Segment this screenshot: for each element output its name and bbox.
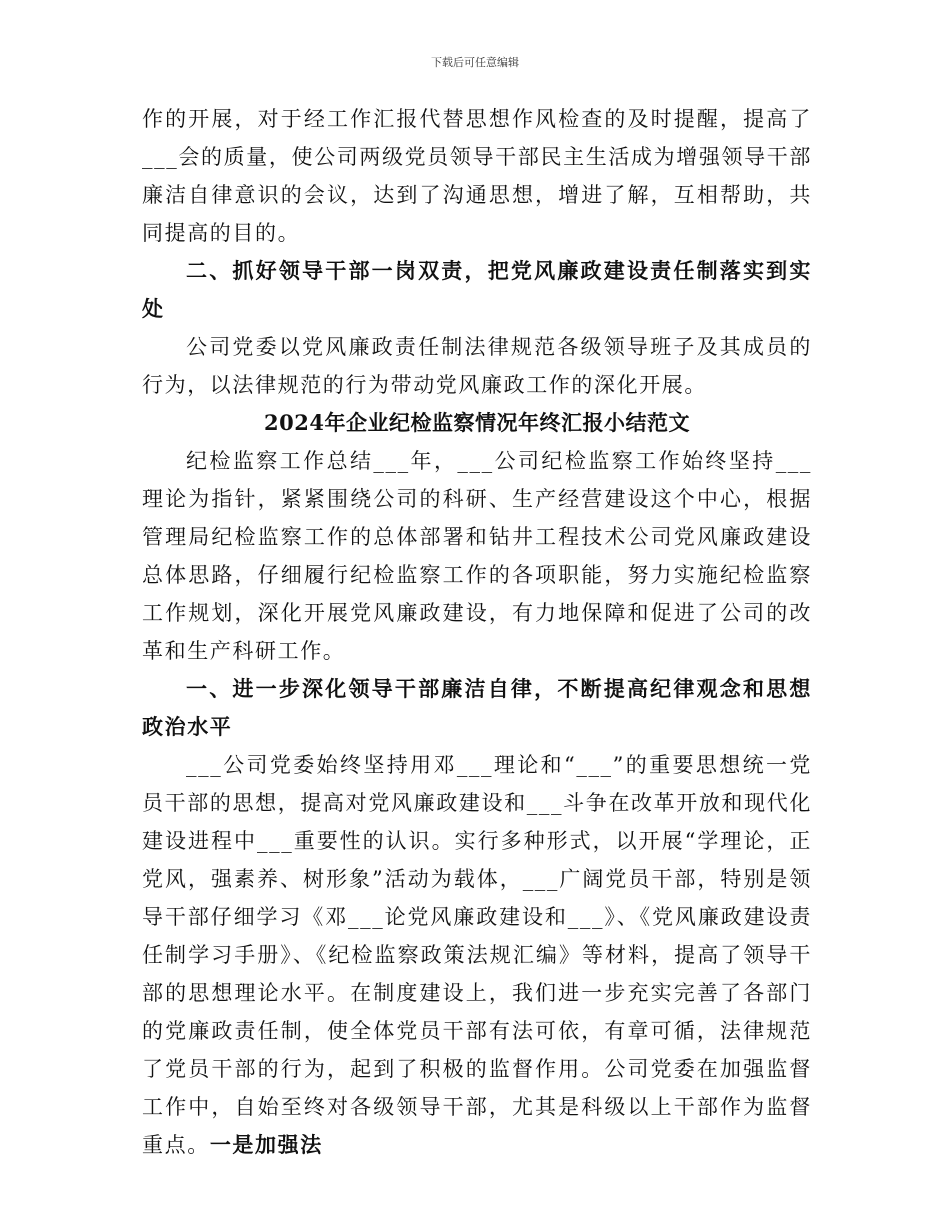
- document-body: [142, 100, 812, 1164]
- paragraph-responsibility: 公司党委以党风廉政责任制法律规范各级领导班子及其成员的行为，以法律规范的行为带动党风廉政工作的深化开展。: [142, 335, 812, 397]
- page-header-note: 下载后可任意编辑: [431, 56, 519, 69]
- paragraph-party-committee-text: ___公司党委始终坚持用邓___理论和“___”的重要思想统一党员干部的思想，提高对党风廉政建设和___斗争在改革开放和现代化建设进程中___重要性的认识。实行多种形式，以开展“学理论，正党风，强素养、树形象”活动为载体，___广阔党员干部，特别是领导干部仔细学习《邓___论党风廉政建设和___》、《党风廉政建设责任制学习手册》、《纪检监察政策法规汇编》等材料，提高了领导干部的思想理论水平。在制度建设上，我们进一步充实完善了各部门的党廉政责任制，使全体党员干部有法可依，有章可循，法律规范了党员干部的行为，起到了积极的监督作用。公司党委在加强监督工作中，自始至终对各级领导干部，尤其是科级以上干部作为监督重点。: [142, 753, 812, 1157]
- paragraph-summary: 纪检监察工作总结___年，___公司纪检监察工作始终坚持___理论为指针，紧紧围绕公司的科研、生产经营建设这个中心，根据管理局纪检监察工作的总体部署和钻井工程技术公司党风廉政建设总体思路，仔细履行纪检监察工作的各项职能，努力实施纪检监察工作规划，深化开展党风廉政建设，有力地保障和促进了公司的改革和生产科研工作。: [142, 449, 812, 663]
- section-heading-2: 二、抓好领导干部一岗双责，把党风廉政建设责任制落实到实处: [142, 258, 812, 321]
- document-title: 2024年企业纪检监察情况年终汇报小结范文: [264, 410, 690, 435]
- paragraph-bold-tail: 一是加强法: [209, 1132, 323, 1157]
- paragraph-continuation: 作的开展，对于经工作汇报代替思想作风检查的及时提醒，提高了___会的质量，使公司两级党员领导干部民主生活成为增强领导干部廉洁自律意识的会议，达到了沟通思想，增进了解，互相帮助，共同提高的目的。: [142, 107, 812, 245]
- section-heading-1: 一、进一步深化领导干部廉洁自律，不断提高纪律观念和思想政治水平: [142, 676, 812, 739]
- paragraph-party-committee: [142, 746, 812, 1164]
